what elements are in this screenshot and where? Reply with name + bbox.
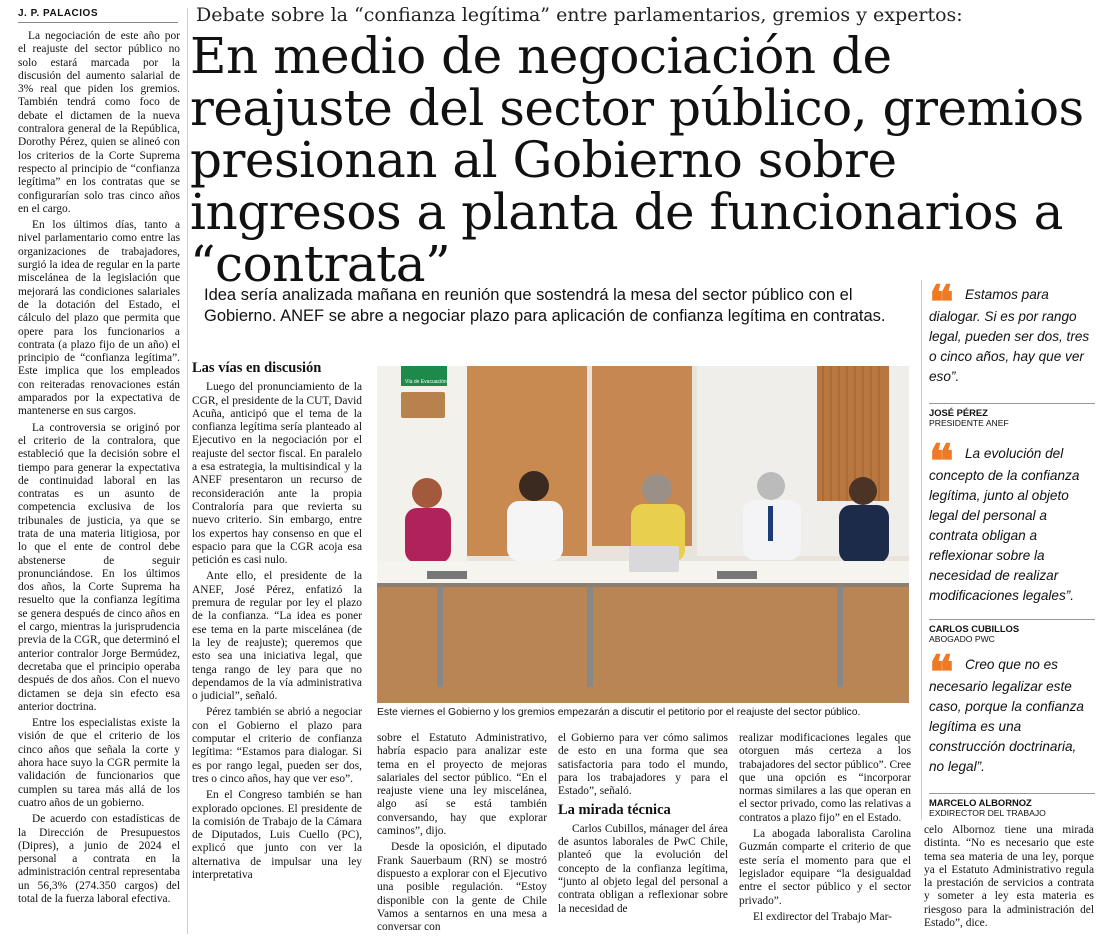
- quote-role: ABOGADO PWC: [929, 634, 995, 644]
- article-column-4: [558, 732, 728, 919]
- paragraph: Entre los especialistas existe la visión de que el criterio de los cinco años que señala la corte y ahora hace suyo la CGR permite la validación de funcionarios que cumplen su tarea más allá de los cuatro años de un gobierno.: [18, 717, 180, 809]
- paragraph: Carlos Cubillos, mánager del área de asuntos laborales de PwC Chile, planteó que la evolución del concepto de la confianza legítima, “junto al objeto legal del personal a contrata obligan a reflexionar sobre la necesidad de: [558, 822, 728, 915]
- paragraph: Pérez también se abrió a negociar con el Gobierno el plazo para computar el criterio de confianza legítima: “Estamos para dialogar. Si es por rango legal, pueden ser dos, tres o cinco años, hay que ver eso”.: [192, 706, 362, 785]
- kicker: Debate sobre la “confianza legítima” entre parlamentarios, gremios y expertos:: [196, 4, 963, 26]
- article-column-5: [739, 732, 911, 927]
- paragraph: Ante ello, el presidente de la ANEF, José Pérez, enfatizó la premura de regular por ley el plazo de la confianza. “La idea es poner ese tema en la parte miscelánea (de la ley de reajuste); queremos que esto sea una iniciativa legal, que tenga rango de ley para que no dependamos de la vía administrativa o judicial”, señaló.: [192, 570, 362, 703]
- deck: Idea sería analizada mañana en reunión que sostendrá la mesa del sector público con el Gobierno. ANEF se abre a negociar plazo para aplicación de confianza legítima en contratas.: [204, 286, 886, 325]
- headline: En medio de negociación de reajuste del sector público, gremios presionan al Gobierno sobre ingresos a planta de funcionarios a “contrata”: [190, 27, 1084, 293]
- quote-name: CARLOS CUBILLOS: [929, 623, 1020, 634]
- sidebar-divider: [921, 280, 922, 820]
- quote-attribution-2: [929, 619, 1095, 645]
- quote-role: PRESIDENTE ANEF: [929, 418, 1009, 428]
- photo-caption: Este viernes el Gobierno y los gremios empezarán a discutir el petitorio por el reajuste del sector público.: [377, 707, 861, 718]
- quote-2: [929, 435, 1095, 606]
- paragraph: En el Congreso también se han explorado opciones. El presidente de la comisión de Trabajo de la Cámara de Diputados, Luis Cuello (PC), explicó que junto con ver la alternativa de impulsar una ley interpretativa: [192, 789, 362, 881]
- quote-name: MARCELO ALBORNOZ: [929, 797, 1032, 808]
- paragraph: realizar modificaciones legales que otorguen más certeza a los trabajadores del sector público”. Cree que una opción es “incorporar normas similares a las que operan en el sector privado, como las relativas a contratos a plazo fijo” en el Estado.: [739, 732, 911, 824]
- quote-text: Estamos para dialogar. Si es por rango legal, pueden ser dos, tres o cinco años, hay que ver eso”.: [929, 287, 1090, 384]
- paragraph: La abogada laboralista Carolina Guzmán comparte el criterio de que este sería el momento para que el legislador equipare “la desigualdad entre el sector público y el sector privado”.: [739, 828, 911, 907]
- paragraph: La controversia se originó por el criterio de la contralora, que estableció que la decisión sobre el tiempo para generar la expectativa de continuidad laboral en las contratas es un asunto de competencia exclusiva de los tribunales de justicia, ya que se trata de una materia litigiosa, por lo que el ente de control debe abstenerse de seguir pronunciándose. En los últimos dos años, la Corte Suprema ha resuelto que la confianza legítima se genera después de cinco años en el cargo, mientras la jurisprudencia previa de la CGR, que determinó el anterior contralor Jorge Bermúdez, decretaba que el principio operaba después de dos años. Con el nuevo dictamen se deja sin efecto esa anterior doctrina.: [18, 421, 180, 713]
- quote-mark-icon: ❝: [929, 276, 954, 328]
- quote-3: [929, 646, 1095, 777]
- article-column-6: [924, 824, 1094, 933]
- paragraph: El exdirector del Trabajo Mar-: [753, 910, 892, 923]
- paragraph: Desde la oposición, el diputado Frank Sauerbaum (RN) se mostró dispuesto a explorar con el Ejecutivo una posible regulación. “Estoy disponible con la gente de Chile Vamos a sentarnos en una mesa a conversar con: [377, 841, 547, 934]
- quote-text: Creo que no es necesario legalizar este caso, porque la confianza legítima es una construcción doctrinaria, no legal”.: [929, 657, 1084, 774]
- evacuation-sign-text: Vía de Evacuación: [405, 379, 447, 385]
- quote-attribution-3: [929, 793, 1095, 819]
- column-divider: [187, 8, 188, 934]
- paragraph: Luego del pronunciamiento de la CGR, el presidente de la CUT, David Acuña, anticipó que el tema de la confianza legítima sería planteado al Ejecutivo en la negociación por el reajuste del sector fiscal. En paralelo a esa estrategia, la multisindical y la ANEF presentaron un recurso de reconsideración ante la propia Contraloría para que revierta su nuevo criterio. Sin embargo, entre los expertos hay consenso en que el espacio para que la CGR acoja esa petición es casi nulo.: [192, 381, 362, 567]
- quote-name: JOSÉ PÉREZ: [929, 407, 988, 418]
- paragraph: En los últimos días, tanto a nivel parlamentario como entre las organizaciones de trabajadores, surgió la idea de regular en la parte miscelánea de la legislación que mejorará las condiciones salariales de la dotación del Estado, el cálculo del plazo que permita que opere para los funcionarios a contrata (a plazo fijo de un año) el principio de “confianza legítima”. Este implica que los empleados con reiteradas renovaciones están amparados por la expectativa de mantenerse en sus cargos.: [18, 219, 180, 418]
- paragraph: el Gobierno para ver cómo salimos de esto en una forma que sea satisfactoria para todo el mundo, para los trabajadores y para el Estado”, señaló.: [558, 732, 728, 798]
- meeting-photo-illustration: [377, 366, 909, 703]
- quote-mark-icon: ❝: [929, 435, 954, 487]
- paragraph: De acuerdo con estadísticas de la Dirección de Presupuestos (Dipres), a junio de 2024 el personal a contrata en la administración central representaba un 56,3% (274.350 cargos) del total de la fuerza laboral efectiva.: [18, 813, 180, 905]
- subhead-vias: Las vías en discusión: [192, 360, 322, 376]
- paragraph: sobre el Estatuto Administrativo, habría espacio para analizar este tema en el proyecto de mejoras salariales del sector público. “En el reajuste viene una ley miscelánea, algo así se está también conversando, hay que explorar caminos”, dijo.: [377, 732, 547, 838]
- article-column-1: [18, 30, 180, 909]
- quote-mark-icon: ❝: [929, 646, 954, 698]
- paragraph: celo Albornoz tiene una mirada distinta. “No es necesario que este tema sea materia de una ley, porque ya el Estatuto Administrativo regula la prestación de servicios a contrata y someter a ley esta materia es riesgoso para la administración del Estado”, dice.: [924, 824, 1094, 930]
- paragraph: La negociación de este año por el reajuste del sector público no solo estará marcada por la discusión del aumento salarial de 3% real que piden los gremios. También tendrá como foco de debate el dictamen de la nueva contralora general de la República, Dorothy Pérez, quien se alineó con los criterios de la Corte Suprema respecto al principio de “confianza legítima” en los contratas que se configurarían solo tras cinco años en el cargo.: [18, 30, 180, 215]
- byline: J. P. PALACIOS: [18, 8, 178, 23]
- quote-1: [929, 276, 1095, 387]
- article-column-3: [377, 732, 547, 937]
- quote-text: La evolución del concepto de la confianza legítima, junto al objeto legal del personal a contrata obligan a reflexionar sobre la necesidad de realizar modificaciones legales”.: [929, 446, 1080, 603]
- quote-attribution-1: [929, 403, 1095, 429]
- quote-role: EXDIRECTOR DEL TRABAJO: [929, 808, 1046, 818]
- article-column-2: [192, 362, 362, 885]
- meeting-photo: [377, 366, 909, 703]
- subhead-mirada: La mirada técnica: [558, 802, 671, 819]
